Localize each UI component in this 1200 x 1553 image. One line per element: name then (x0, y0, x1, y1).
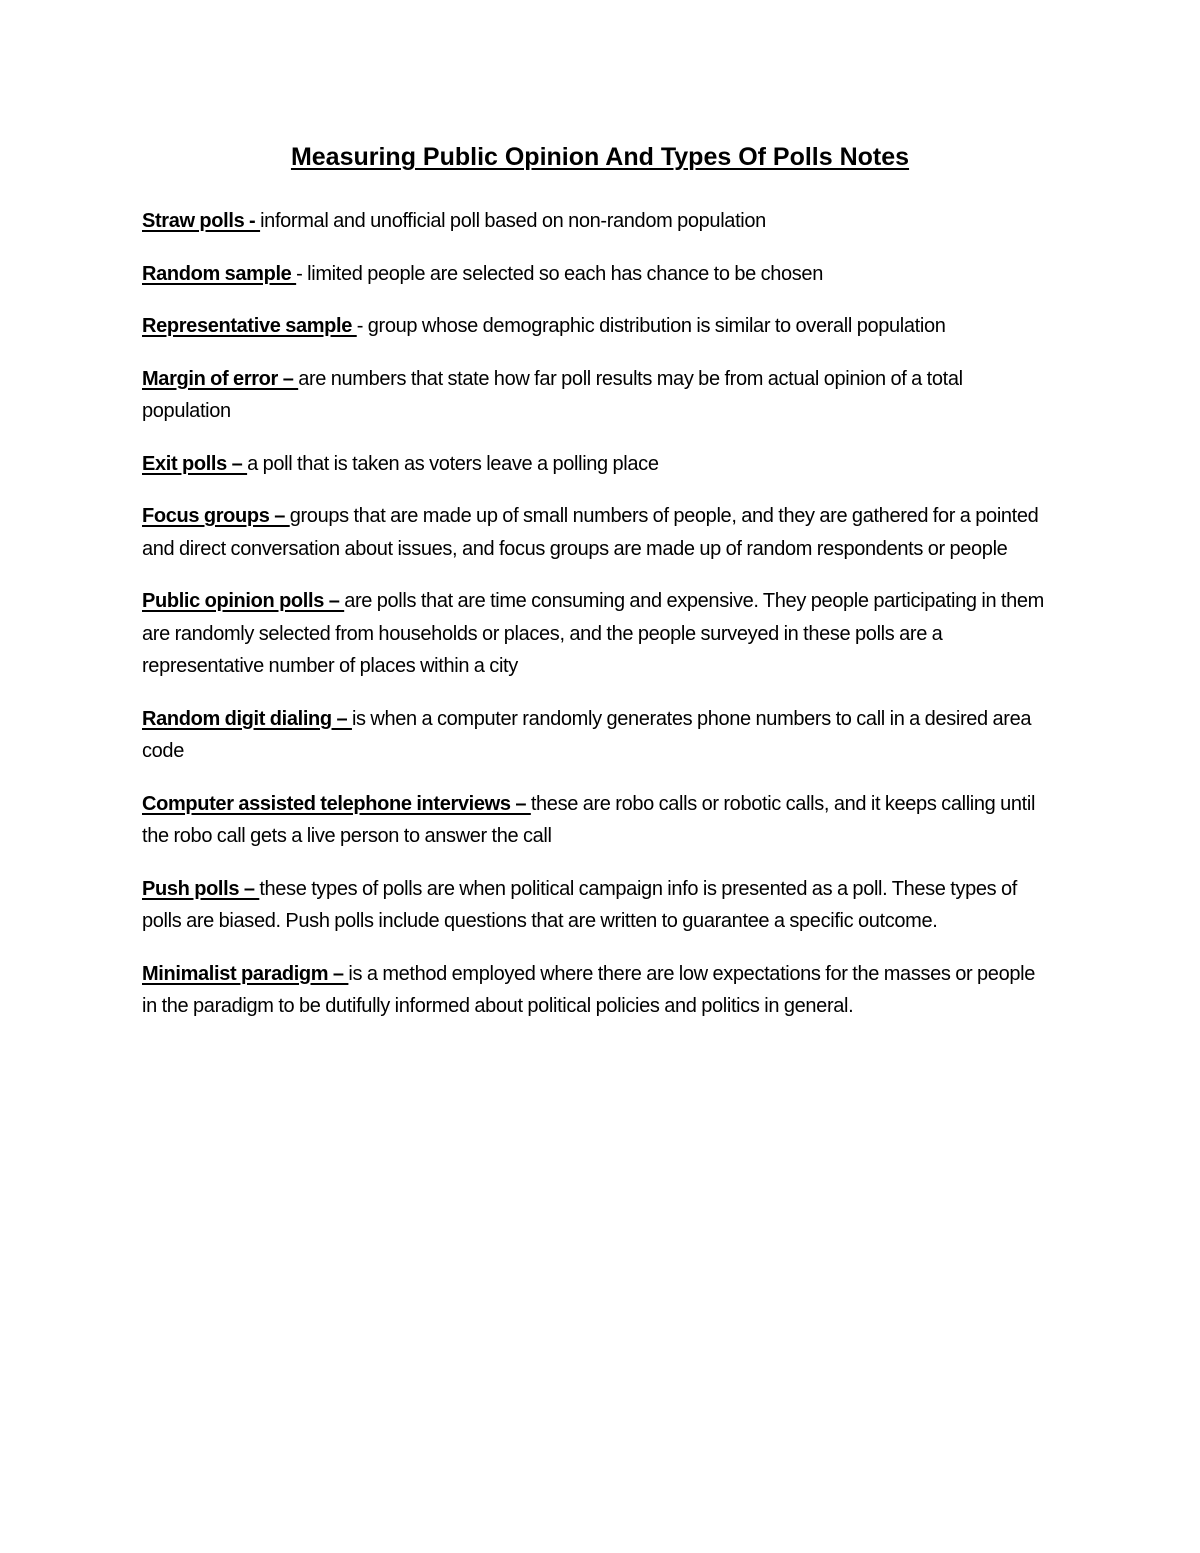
note-entry-exit-polls (142, 448, 1054, 481)
note-definition: is when a computer randomly generates phone numbers to call in a desired area code (142, 707, 1032, 762)
note-definition: groups that are made up of small numbers of people, and they are gathered for a pointed and direct conversation about issues, and focus groups are made up of random respondents or people (142, 505, 1039, 560)
note-entry-straw-polls (142, 205, 1054, 238)
note-entry-minimalist-paradigm (142, 958, 1054, 1023)
note-definition: a poll that is taken as voters leave a polling place (247, 452, 659, 475)
note-entry-representative-sample (142, 310, 1054, 343)
note-definition: is a method employed where there are low expectations for the masses or people in the paradigm to be dutifully informed about political policies and politics in general. (142, 962, 1035, 1017)
page-title: Measuring Public Opinion And Types Of Polls Notes (290, 143, 910, 171)
note-term: Margin of error – (142, 367, 299, 390)
note-term: Focus groups – (142, 505, 290, 527)
note-definition: are numbers that state how far poll results may be from actual opinion of a total population (142, 367, 963, 422)
note-term: Representative sample (142, 315, 357, 337)
note-entry-random-sample (142, 258, 1054, 291)
note-entry-focus-groups (142, 500, 1054, 565)
note-definition: are polls that are time consuming and expensive. They people participating in them are randomly selected from households or places, and the people surveyed in these polls are a representative number of places within a city (142, 590, 1044, 677)
notes-list (142, 205, 1054, 1043)
note-entry-random-digit-dialing (142, 703, 1054, 768)
note-term: Minimalist paradigm – (142, 962, 349, 985)
note-definition: these types of polls are when political campaign info is presented as a poll. These types of polls are biased. Push polls include questions that are written to guarantee a specific outcome. (142, 877, 1017, 932)
note-definition: these are robo calls or robotic calls, and it keeps calling until the robo call gets a live person to answer the call (142, 792, 1036, 847)
note-entry-computer-assisted-telephone-interviews (142, 788, 1054, 853)
note-definition: informal and unofficial poll based on non-random population (260, 210, 766, 232)
note-term: Random sample (142, 262, 297, 285)
note-entry-push-polls (142, 873, 1054, 938)
note-term: Public opinion polls – (142, 590, 345, 612)
note-entry-public-opinion-polls (142, 585, 1054, 683)
note-term: Straw polls - (142, 210, 261, 232)
note-term: Exit polls – (142, 452, 248, 475)
note-definition: - limited people are selected so each has chance to be chosen (296, 262, 823, 285)
note-term: Random digit dialing – (142, 707, 352, 730)
note-term: Computer assisted telephone interviews – (142, 792, 531, 815)
note-term: Push polls – (142, 877, 260, 900)
note-entry-margin-of-error (142, 363, 1054, 428)
note-definition: - group whose demographic distribution is similar to overall population (356, 315, 946, 337)
